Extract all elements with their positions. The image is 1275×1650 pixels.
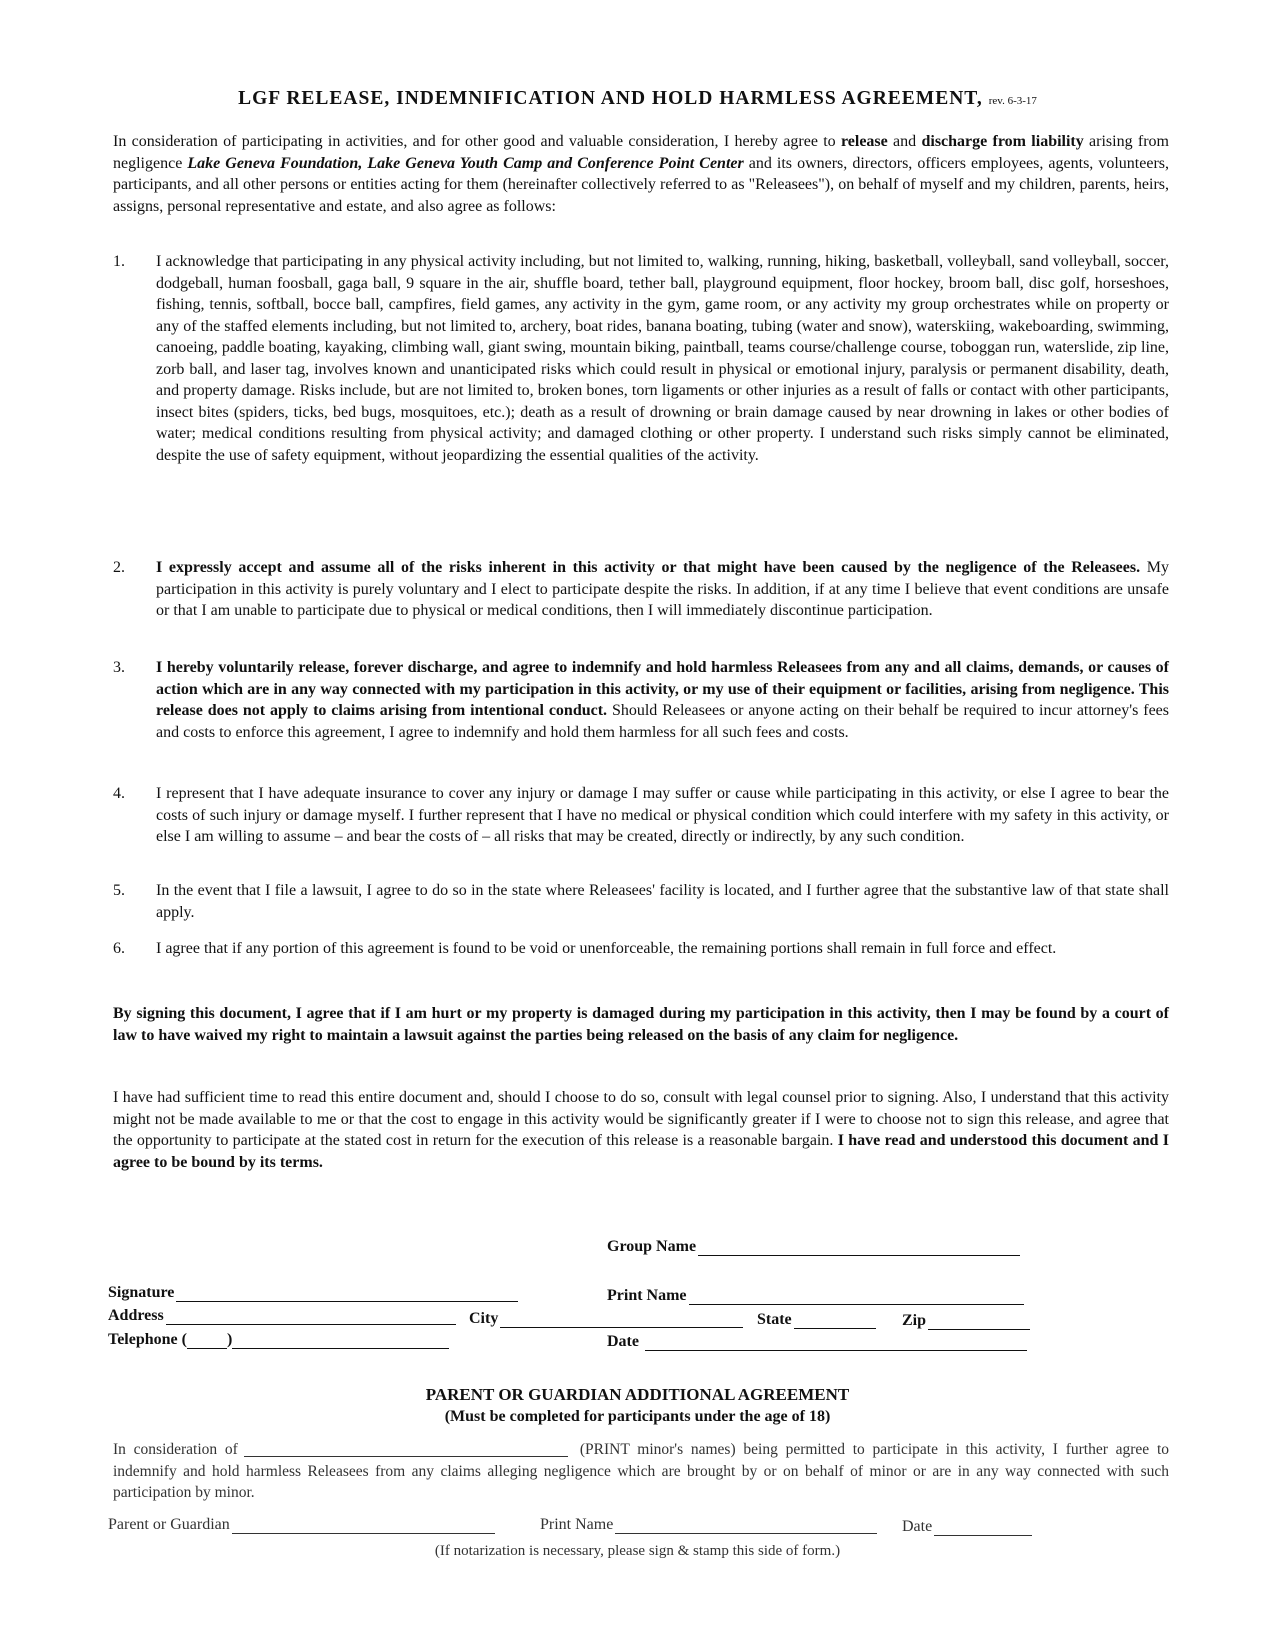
state-field[interactable]	[757, 1311, 876, 1329]
telephone-label: Telephone (	[108, 1331, 187, 1348]
organization-names: Lake Geneva Foundation, Lake Geneva Youth Camp and Conference Point Center	[187, 154, 744, 172]
area-code-line[interactable]	[187, 1332, 227, 1349]
clause-bold: I hereby voluntarily release, forever discharge, and agree to indemnify and hold harmless Releasees from any and all claims, demands, or causes of action which are in any way connected with my participation in this activity, or my use of their equipment or facilities, arising from negligence. This release does not apply to claims arising from intentional conduct.	[156, 659, 1169, 719]
date-field[interactable]	[607, 1333, 1027, 1351]
acknowledgment-paragraph	[113, 1087, 1169, 1173]
telephone-paren: )	[226, 1331, 233, 1348]
group-name-label: Group Name	[607, 1238, 697, 1255]
parent-agreement-paragraph	[113, 1439, 1169, 1504]
print-name-label: Print Name	[607, 1287, 687, 1304]
parent-date-field[interactable]	[902, 1518, 1032, 1536]
signature-label: Signature	[108, 1284, 175, 1301]
title-text: LGF RELEASE, INDEMNIFICATION AND HOLD HARMLESS AGREEMENT,	[238, 88, 983, 109]
acknowledgment-bold: I have read and understood this document and I agree to be bound by its terms.	[113, 1132, 1169, 1171]
notarization-note: (If notarization is necessary, please sign & stamp this side of form.)	[434, 1543, 841, 1559]
clause-number: 3.	[113, 659, 125, 676]
parent-section-title: PARENT OR GUARDIAN ADDITIONAL AGREEMENT	[425, 1385, 850, 1404]
clause-number: 6.	[113, 940, 125, 957]
intro-text: and its owners, directors, officers employees, agents, volunteers, participants, and all other persons or entities acting for them (hereinafter collectively referred to as "Releasees"), on behalf of myself and my children, parents, heirs, assigns, personal representative and estate, and also agree as follows:	[113, 154, 1169, 215]
city-label: City	[469, 1310, 499, 1327]
parent-print-name-field[interactable]	[540, 1516, 877, 1534]
clause-rest: My participation in this activity is purely voluntary and I elect to participate despite the risks. In addition, if at any time I believe that event conditions are unsafe or that I am unable to participate due to physical or medical conditions, then I will immediately discontinue participation.	[156, 559, 1169, 619]
intro-text: and	[887, 133, 922, 150]
zip-label: Zip	[902, 1312, 927, 1329]
parent-date-label: Date	[902, 1518, 933, 1535]
parent-text-before: In consideration of	[113, 1441, 238, 1458]
print-name-field[interactable]	[607, 1287, 1024, 1305]
parent-date-line[interactable]	[934, 1519, 1032, 1536]
parent-guardian-label: Parent or Guardian	[108, 1516, 230, 1533]
state-line[interactable]	[794, 1312, 876, 1329]
address-field[interactable]	[108, 1307, 456, 1325]
parent-section-subtitle: (Must be completed for participants under the age of 18)	[444, 1408, 831, 1425]
parent-guardian-line[interactable]	[232, 1517, 495, 1534]
acknowledgment-text: I have had sufficient time to read this entire document and, should I choose to do so, consult with legal counsel prior to signing. Also, I understand that this activity might not be made available to me or that the cost to engage in this activity would be significantly greater if I were to choose not to sign this release, and agree that the opportunity to participate at the stated cost in return for the execution of this release is a reasonable bargain.	[113, 1089, 1169, 1149]
clause-number: 4.	[113, 785, 125, 802]
parent-print-name-line[interactable]	[615, 1517, 877, 1534]
clause-text: In the event that I file a lawsuit, I agree to do so in the state where Releasees' facility is located, and I further agree that the substantive law of that state shall apply.	[156, 882, 1169, 921]
city-line[interactable]	[500, 1311, 743, 1328]
print-name-line[interactable]	[689, 1288, 1024, 1305]
parent-guardian-field[interactable]	[108, 1516, 495, 1534]
clause-rest: Should Releasees or anyone acting on their behalf be required to incur attorney's fees and costs to enforce this agreement, I agree to indemnify and hold them harmless for all such fees and costs.	[156, 702, 1170, 741]
intro-text: In consideration of participating in activities, and for other good and valuable consideration, I hereby agree to	[113, 133, 841, 150]
intro-bold: release	[840, 133, 888, 150]
intro-paragraph	[113, 131, 1169, 217]
date-label: Date	[607, 1333, 639, 1350]
parent-text-after: (PRINT minor's names) being permitted to participate in this activity, I further agree to indemnify and hold harmless Releasees from any claims alleging negligence which are brought by or on behalf of minor or are in any way connected with such participation by minor.	[113, 1441, 1169, 1501]
clause-number: 5.	[113, 882, 125, 899]
clause-number: 1.	[113, 253, 125, 270]
group-name-line[interactable]	[698, 1239, 1020, 1256]
telephone-field[interactable]	[108, 1331, 449, 1349]
revision-label: rev. 6-3-17	[988, 95, 1037, 107]
clause-text	[156, 657, 1169, 743]
intro-bold: discharge from liability	[921, 133, 1084, 150]
date-line[interactable]	[645, 1334, 1027, 1351]
signing-statement: By signing this document, I agree that if I am hurt or my property is damaged during my participation in this activity, then I may be found by a court of law to have waived my right to maintain a lawsuit against the parties being released on the basis of any claim for negligence.	[113, 1005, 1169, 1044]
minor-names-line[interactable]	[244, 1440, 568, 1457]
parent-print-name-label: Print Name	[540, 1516, 614, 1533]
address-line[interactable]	[166, 1308, 456, 1325]
telephone-line[interactable]	[232, 1332, 449, 1349]
zip-line[interactable]	[928, 1313, 1030, 1330]
clause-text	[156, 557, 1169, 622]
clause-text: I agree that if any portion of this agreement is found to be void or unenforceable, the remaining portions shall remain in full force and effect.	[156, 940, 1057, 957]
clause-text: I acknowledge that participating in any physical activity including, but not limited to, walking, running, hiking, basketball, volleyball, sand volleyball, soccer, dodgeball, human foosball, gaga ball, 9 square in the air, shuffle board, tether ball, playground equipment, floor hockey, broom ball, disc golf, horseshoes, fishing, tennis, softball, bocce ball, campfires, field games, any activity in the gym, game room, or any activity my group orchestrates while on property or any of the staffed elements including, but not limited to, archery, boat rides, banana boating, tubing (water and snow), waterskiing, wakeboarding, swimming, canoeing, paddle boating, kayaking, climbing wall, giant swing, mountain biking, paintball, teams course/challenge course, toboggan run, waterslide, zip line, zorb ball, and laser tag, involves known and unanticipated risks which could result in physical or emotional injury, paralysis or permanent disability, death, and property damage. Risks include, but are not limited to, broken bones, torn ligaments or other injuries as a result of falls or contact with other participants, insect bites (spiders, ticks, bed bugs, mosquitoes, etc.); death as a result of drowning or brain damage caused by near drowning in lakes or other bodies of water; medical conditions resulting from physical activity; and damaged clothing or other property. I understand such risks simply cannot be eliminated, despite the use of safety equipment, without jeopardizing the essential qualities of the activity.	[156, 253, 1169, 464]
intro-text: arising from negligence	[113, 133, 1170, 172]
clause-text: I represent that I have adequate insurance to cover any injury or damage I may suffer or cause while participating in this activity, or else I agree to bear the costs of such injury or damage myself. I further represent that I have no medical or physical condition which could interfere with my safety in this activity, or else I am willing to assume – and bear the costs of – all risks that may be created, directly or indirectly, by any such condition.	[156, 785, 1169, 845]
signature-line[interactable]	[176, 1285, 518, 1302]
address-label: Address	[108, 1307, 164, 1324]
clause-bold: I expressly accept and assume all of the risks inherent in this activity or that might have been caused by the negligence of the Releasees.	[156, 559, 1141, 576]
group-name-field[interactable]	[607, 1238, 1020, 1256]
clause-number: 2.	[113, 559, 125, 576]
signature-field[interactable]	[108, 1284, 518, 1302]
zip-field[interactable]	[902, 1312, 1030, 1330]
document-title	[0, 88, 1275, 110]
state-label: State	[757, 1311, 792, 1328]
city-field[interactable]	[469, 1310, 743, 1328]
